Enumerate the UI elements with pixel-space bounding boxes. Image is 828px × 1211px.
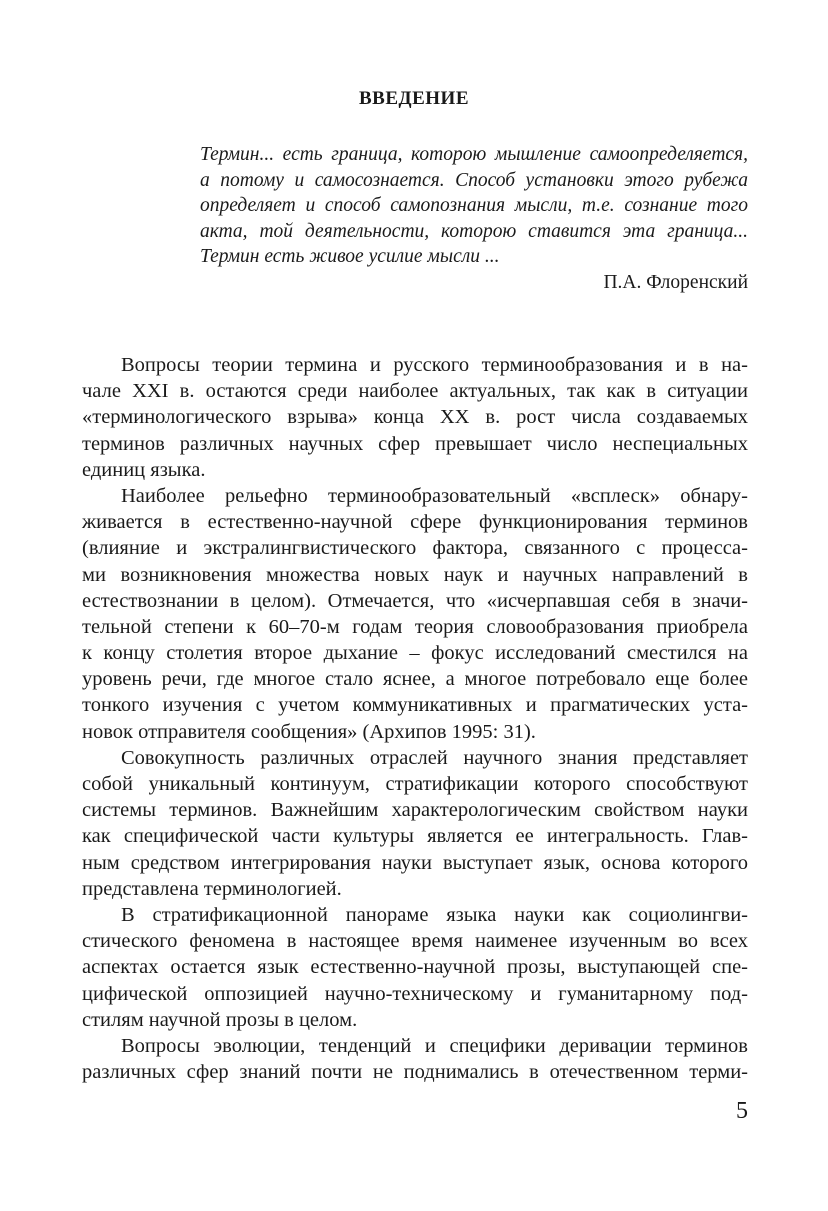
text-line: представлена терминологией. bbox=[82, 877, 342, 900]
chapter-heading: ВВЕДЕНИЕ bbox=[359, 88, 469, 109]
paragraph-5 bbox=[82, 1033, 748, 1085]
text-line: стического феномена в настоящее время наименее изученным во всех bbox=[82, 930, 748, 953]
body-text bbox=[82, 352, 748, 1085]
page-number: 5 bbox=[736, 1098, 748, 1124]
text-line: естествознании в целом). Отмечается, что «исчерпавшая себя в значи- bbox=[82, 589, 748, 612]
paragraph-4 bbox=[82, 902, 748, 1033]
text-line: единиц языка. bbox=[82, 458, 206, 481]
text-line: «терминологического взрыва» конца XX в. рост числа создаваемых bbox=[82, 406, 748, 429]
text-line: Вопросы теории термина и русского терминообразования и в на- bbox=[121, 354, 748, 376]
text-line: ми возникновения множества новых наук и научных направлений в bbox=[82, 563, 748, 586]
epigraph-line: определяет и способ самопознания мысли, т.е. сознание того bbox=[200, 195, 748, 217]
text-line: системы терминов. Важнейшим характерологическим свойством науки bbox=[82, 799, 748, 822]
text-line: Совокупность различных отраслей научного знания представляет bbox=[121, 746, 748, 769]
text-line: уровень речи, где многое стало яснее, а многое потребовало еще более bbox=[82, 668, 748, 691]
epigraph-line: а потому и самосознается. Способ установки этого рубежа bbox=[200, 169, 748, 191]
epigraph-line: акта, той деятельности, которою ставится эта граница... bbox=[200, 220, 748, 242]
text-line: чале XXI в. остаются среди наиболее актуальных, так как в ситуации bbox=[82, 380, 748, 403]
epigraph-line: Термин... есть граница, которою мышление самоопределяется, bbox=[200, 144, 748, 165]
text-line: тонкого изучения с учетом коммуникативных и прагматических уста- bbox=[82, 694, 748, 717]
text-line: цифической оппозицией научно-техническому и гуманитарному под- bbox=[82, 982, 748, 1005]
paragraph-1 bbox=[82, 352, 748, 483]
text-line: как специфической части культуры является ее интегральность. Глав- bbox=[82, 825, 748, 848]
epigraph-line: Термин есть живое усилие мысли ... bbox=[200, 246, 500, 268]
paragraph-2 bbox=[82, 483, 748, 745]
text-line: к концу столетия второе дыхание – фокус исследований сместился на bbox=[82, 642, 748, 665]
epigraph bbox=[200, 142, 748, 296]
text-line: ным средством интегрирования науки выступает язык, основа которого bbox=[82, 851, 748, 874]
text-line: тельной степени к 60–70-м годам теория словообразования приобрела bbox=[82, 615, 748, 638]
epigraph-author: П.А. Флоренский bbox=[603, 271, 748, 293]
text-line: (влияние и экстралингвистического фактора, связанного с процесса- bbox=[82, 537, 748, 560]
text-line: различных сфер знаний почти не поднимались в отечественном терми- bbox=[82, 1061, 748, 1084]
text-line: терминов различных научных сфер превышает число неспециальных bbox=[82, 432, 748, 455]
text-line: аспектах остается язык естественно-научной прозы, выступающей спе- bbox=[82, 956, 748, 979]
paragraph-3 bbox=[82, 745, 748, 902]
text-line: В стратификационной панораме языка науки как социолингви- bbox=[121, 903, 748, 926]
text-line: новок отправителя сообщения» (Архипов 1995: 31). bbox=[82, 720, 536, 743]
text-line: Наиболее рельефно терминообразовательный «всплеск» обнару- bbox=[121, 484, 748, 507]
text-line: стилям научной прозы в целом. bbox=[82, 1008, 358, 1031]
text-line: живается в естественно-научной сфере функционирования терминов bbox=[82, 511, 748, 534]
text-line: Вопросы эволюции, тенденций и специфики деривации терминов bbox=[121, 1034, 748, 1057]
text-line: собой уникальный континуум, стратификации которого способствуют bbox=[82, 773, 748, 795]
